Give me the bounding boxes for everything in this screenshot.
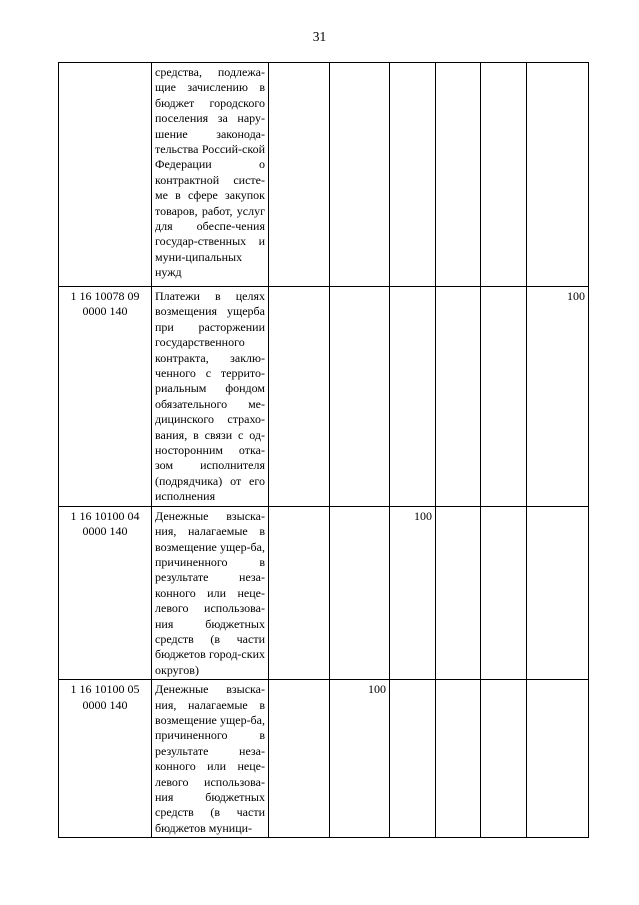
value-cell: [269, 680, 330, 838]
value-cell: [436, 287, 481, 507]
kbk-code-cell: 1 16 10100 05 0000 140: [59, 680, 152, 838]
value-cell: [269, 506, 330, 679]
value-cell: 100: [390, 506, 436, 679]
description-cell: средства, подлежа-щие зачислению в бюджет городского поселения за нару-шение законода-тельства Россий-ской Федерации о контрактной систе-ме в сфере закупок товаров, работ, услуг для обеспе-чения государ-ственных и муни-ципальных нужд: [152, 63, 269, 287]
table-row: [59, 287, 589, 507]
description-cell: Денежные взыска-ния, налагаемые в возмещение ущер-ба, причиненного в результате неза-конного или неце-левого использова-ния бюджетных средств (в части бюджетов муници-: [152, 680, 269, 838]
revenue-table: [58, 62, 589, 838]
value-cell: [436, 63, 481, 287]
kbk-code-cell: 1 16 10078 09 0000 140: [59, 287, 152, 507]
value-cell: [527, 63, 589, 287]
value-cell: [436, 680, 481, 838]
table-row: [59, 63, 589, 287]
value-cell: [481, 506, 527, 679]
value-cell: [330, 63, 390, 287]
value-cell: [390, 287, 436, 507]
page-number: 31: [312, 29, 327, 44]
table-row: [59, 680, 589, 838]
value-cell: [481, 63, 527, 287]
description-cell: Платежи в целях возмещения ущерба при расторжении государственного контракта, заклю-ченного с террито-риальным фондом обязательного ме-дицинского страхо-вания, в связи с од-носторонним отка-зом исполнителя (подрядчика) от его исполнения: [152, 287, 269, 507]
value-cell: [481, 287, 527, 507]
value-cell: [269, 287, 330, 507]
value-cell: [527, 680, 589, 838]
value-cell: [269, 63, 330, 287]
value-cell: [436, 506, 481, 679]
value-cell: [390, 680, 436, 838]
table-row: [59, 506, 589, 679]
value-cell: [527, 506, 589, 679]
value-cell: 100: [330, 680, 390, 838]
value-cell: [390, 63, 436, 287]
description-cell: Денежные взыска-ния, налагаемые в возмещение ущер-ба, причиненного в результате неза-конного или неце-левого использова-ния бюджетных средств (в части бюджетов город-ских округов): [152, 506, 269, 679]
value-cell: 100: [527, 287, 589, 507]
kbk-code-cell: 1 16 10100 04 0000 140: [59, 506, 152, 679]
value-cell: [330, 287, 390, 507]
value-cell: [330, 506, 390, 679]
kbk-code-cell: [59, 63, 152, 287]
value-cell: [481, 680, 527, 838]
